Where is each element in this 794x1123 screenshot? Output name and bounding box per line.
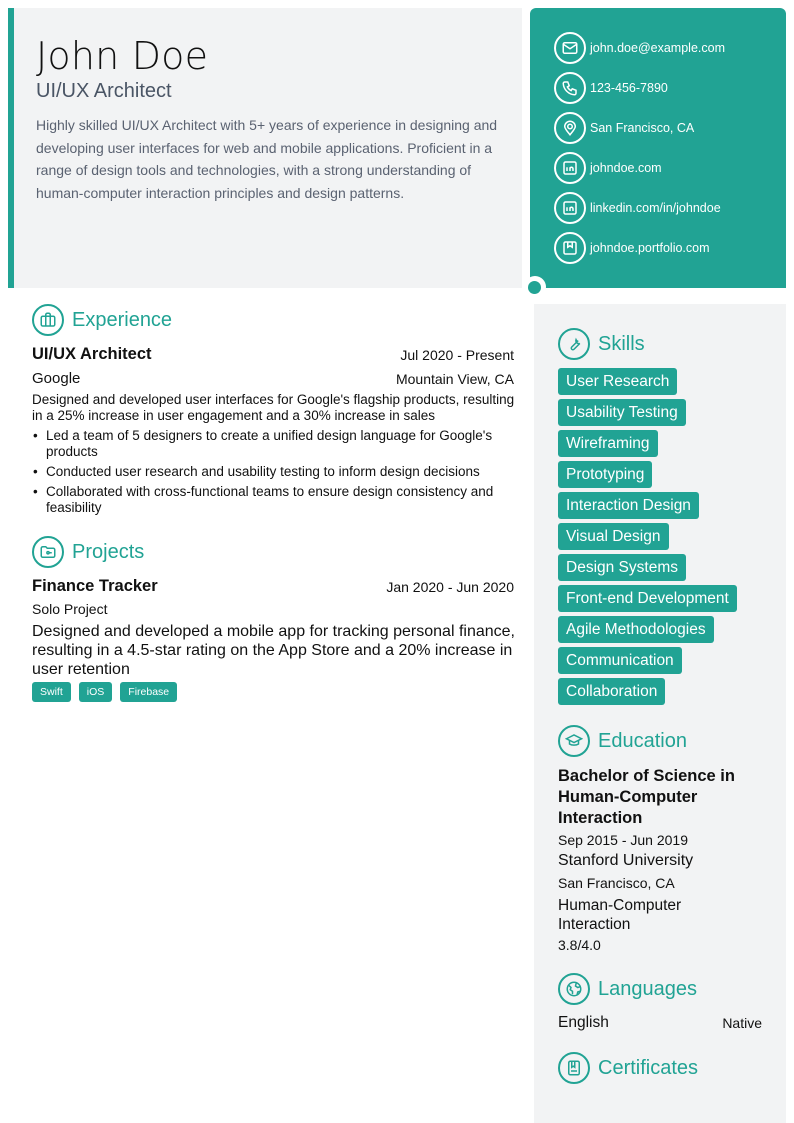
experience-location: Mountain View, CA: [395, 371, 514, 387]
contact-linkedin[interactable]: [554, 192, 721, 224]
briefcase-icon: [32, 304, 64, 336]
skills-heading: [558, 328, 645, 360]
skill-badge: Communication: [558, 647, 682, 674]
language-level: Native: [722, 1015, 762, 1031]
mail-icon: [554, 32, 586, 64]
folder-icon: [32, 536, 64, 568]
language-name: English: [558, 1014, 609, 1031]
job-title: UI/UX Architect: [36, 80, 172, 102]
education-dates: Sep 2015 - Jun 2019: [558, 832, 688, 848]
tag: Swift: [32, 682, 71, 702]
location-icon: [554, 112, 586, 144]
contact-phone-text: 123-456-7890: [590, 81, 668, 95]
tag: Firebase: [120, 682, 177, 702]
contact-location-text: San Francisco, CA: [590, 121, 695, 135]
portfolio-icon: [554, 232, 586, 264]
experience-dates: Jul 2020 - Present: [400, 347, 514, 363]
education-school: Stanford University: [558, 852, 694, 869]
languages-heading: [558, 973, 697, 1005]
certificate-icon: [558, 1052, 590, 1084]
summary-text: Highly skilled UI/UX Architect with 5+ years of experience in designing and developing user interfaces for web and mobile applications. Proficient in a range of design tools and technologies, with a strong understanding of human-computer interaction principles and design patterns.: [36, 117, 498, 202]
contact-phone[interactable]: [554, 72, 668, 104]
skill-badge: Prototyping: [558, 461, 652, 488]
education-degree: Bachelor of Science in Human-Computer Interaction: [558, 767, 735, 827]
contact-website-text: johndoe.com: [590, 161, 662, 175]
skill-badge: Usability Testing: [558, 399, 686, 426]
skill-badge: Interaction Design: [558, 492, 699, 519]
experience-description: Designed and developed user interfaces for Google's flagship products, resulting in a 25% increase in user engagement and a 30% increase in sales: [32, 392, 515, 423]
skill-badge: Visual Design: [558, 523, 669, 550]
section-title-skills: Skills: [598, 332, 645, 355]
experience-position: UI/UX Architect: [32, 345, 152, 363]
project-tags: [32, 682, 177, 702]
education-heading: [558, 725, 687, 757]
project-name: Finance Tracker: [32, 577, 158, 595]
list-item: • Collaborated with cross-functional teams to ensure design consistency and feasibility: [32, 484, 516, 516]
contact-email-text: john.doe@example.com: [590, 41, 725, 55]
project-dates: Jan 2020 - Jun 2020: [386, 579, 514, 595]
skill-badge: Front-end Development: [558, 585, 737, 612]
experience-company: Google: [32, 370, 81, 387]
phone-icon: [554, 72, 586, 104]
header-panel: [8, 8, 522, 288]
section-title-languages: Languages: [598, 977, 697, 1000]
skill-badge: Wireframing: [558, 430, 658, 457]
skill-badge: Design Systems: [558, 554, 686, 581]
education-gpa: 3.8/4.0: [558, 937, 601, 953]
graduation-cap-icon: [558, 725, 590, 757]
list-item: • Conducted user research and usability testing to inform design decisions: [32, 464, 516, 480]
education-field: Human-Computer Interaction: [558, 897, 682, 933]
skill-badge: User Research: [558, 368, 677, 395]
section-title-experience: Experience: [72, 308, 173, 331]
tag: iOS: [79, 682, 113, 702]
project-description: Designed and developed a mobile app for tracking personal finance, resulting in a 4.5-star rating on the App Store and a 20% increase in user retention: [32, 623, 515, 678]
linkedin-icon: [554, 152, 586, 184]
section-title-certificates: Certificates: [598, 1056, 699, 1079]
certificates-heading: [558, 1052, 698, 1084]
experience-heading: [32, 304, 172, 336]
section-title-education: Education: [598, 729, 687, 752]
skill-badge: Collaboration: [558, 678, 665, 705]
section-title-projects: Projects: [72, 540, 145, 563]
contact-linkedin-text: linkedin.com/in/johndoe: [590, 201, 721, 215]
globe-icon: [558, 973, 590, 1005]
list-item: • Led a team of 5 designers to create a unified design language for Google's products: [32, 428, 516, 460]
linkedin-icon: [554, 192, 586, 224]
skills-list: [558, 368, 768, 709]
contact-website[interactable]: [554, 152, 662, 184]
project-role: Solo Project: [32, 601, 108, 617]
timeline-dot: [528, 281, 541, 294]
contact-portfolio[interactable]: [554, 232, 710, 264]
contact-location: [554, 112, 694, 144]
full-name: John Doe: [36, 34, 209, 78]
contact-email[interactable]: [554, 32, 725, 64]
projects-heading: [32, 536, 144, 568]
contact-portfolio-text: johndoe.portfolio.com: [590, 241, 710, 255]
contact-panel: [530, 8, 786, 288]
experience-bullets: [32, 428, 516, 520]
education-location: San Francisco, CA: [558, 875, 675, 891]
wrench-icon: [558, 328, 590, 360]
skill-badge: Agile Methodologies: [558, 616, 714, 643]
